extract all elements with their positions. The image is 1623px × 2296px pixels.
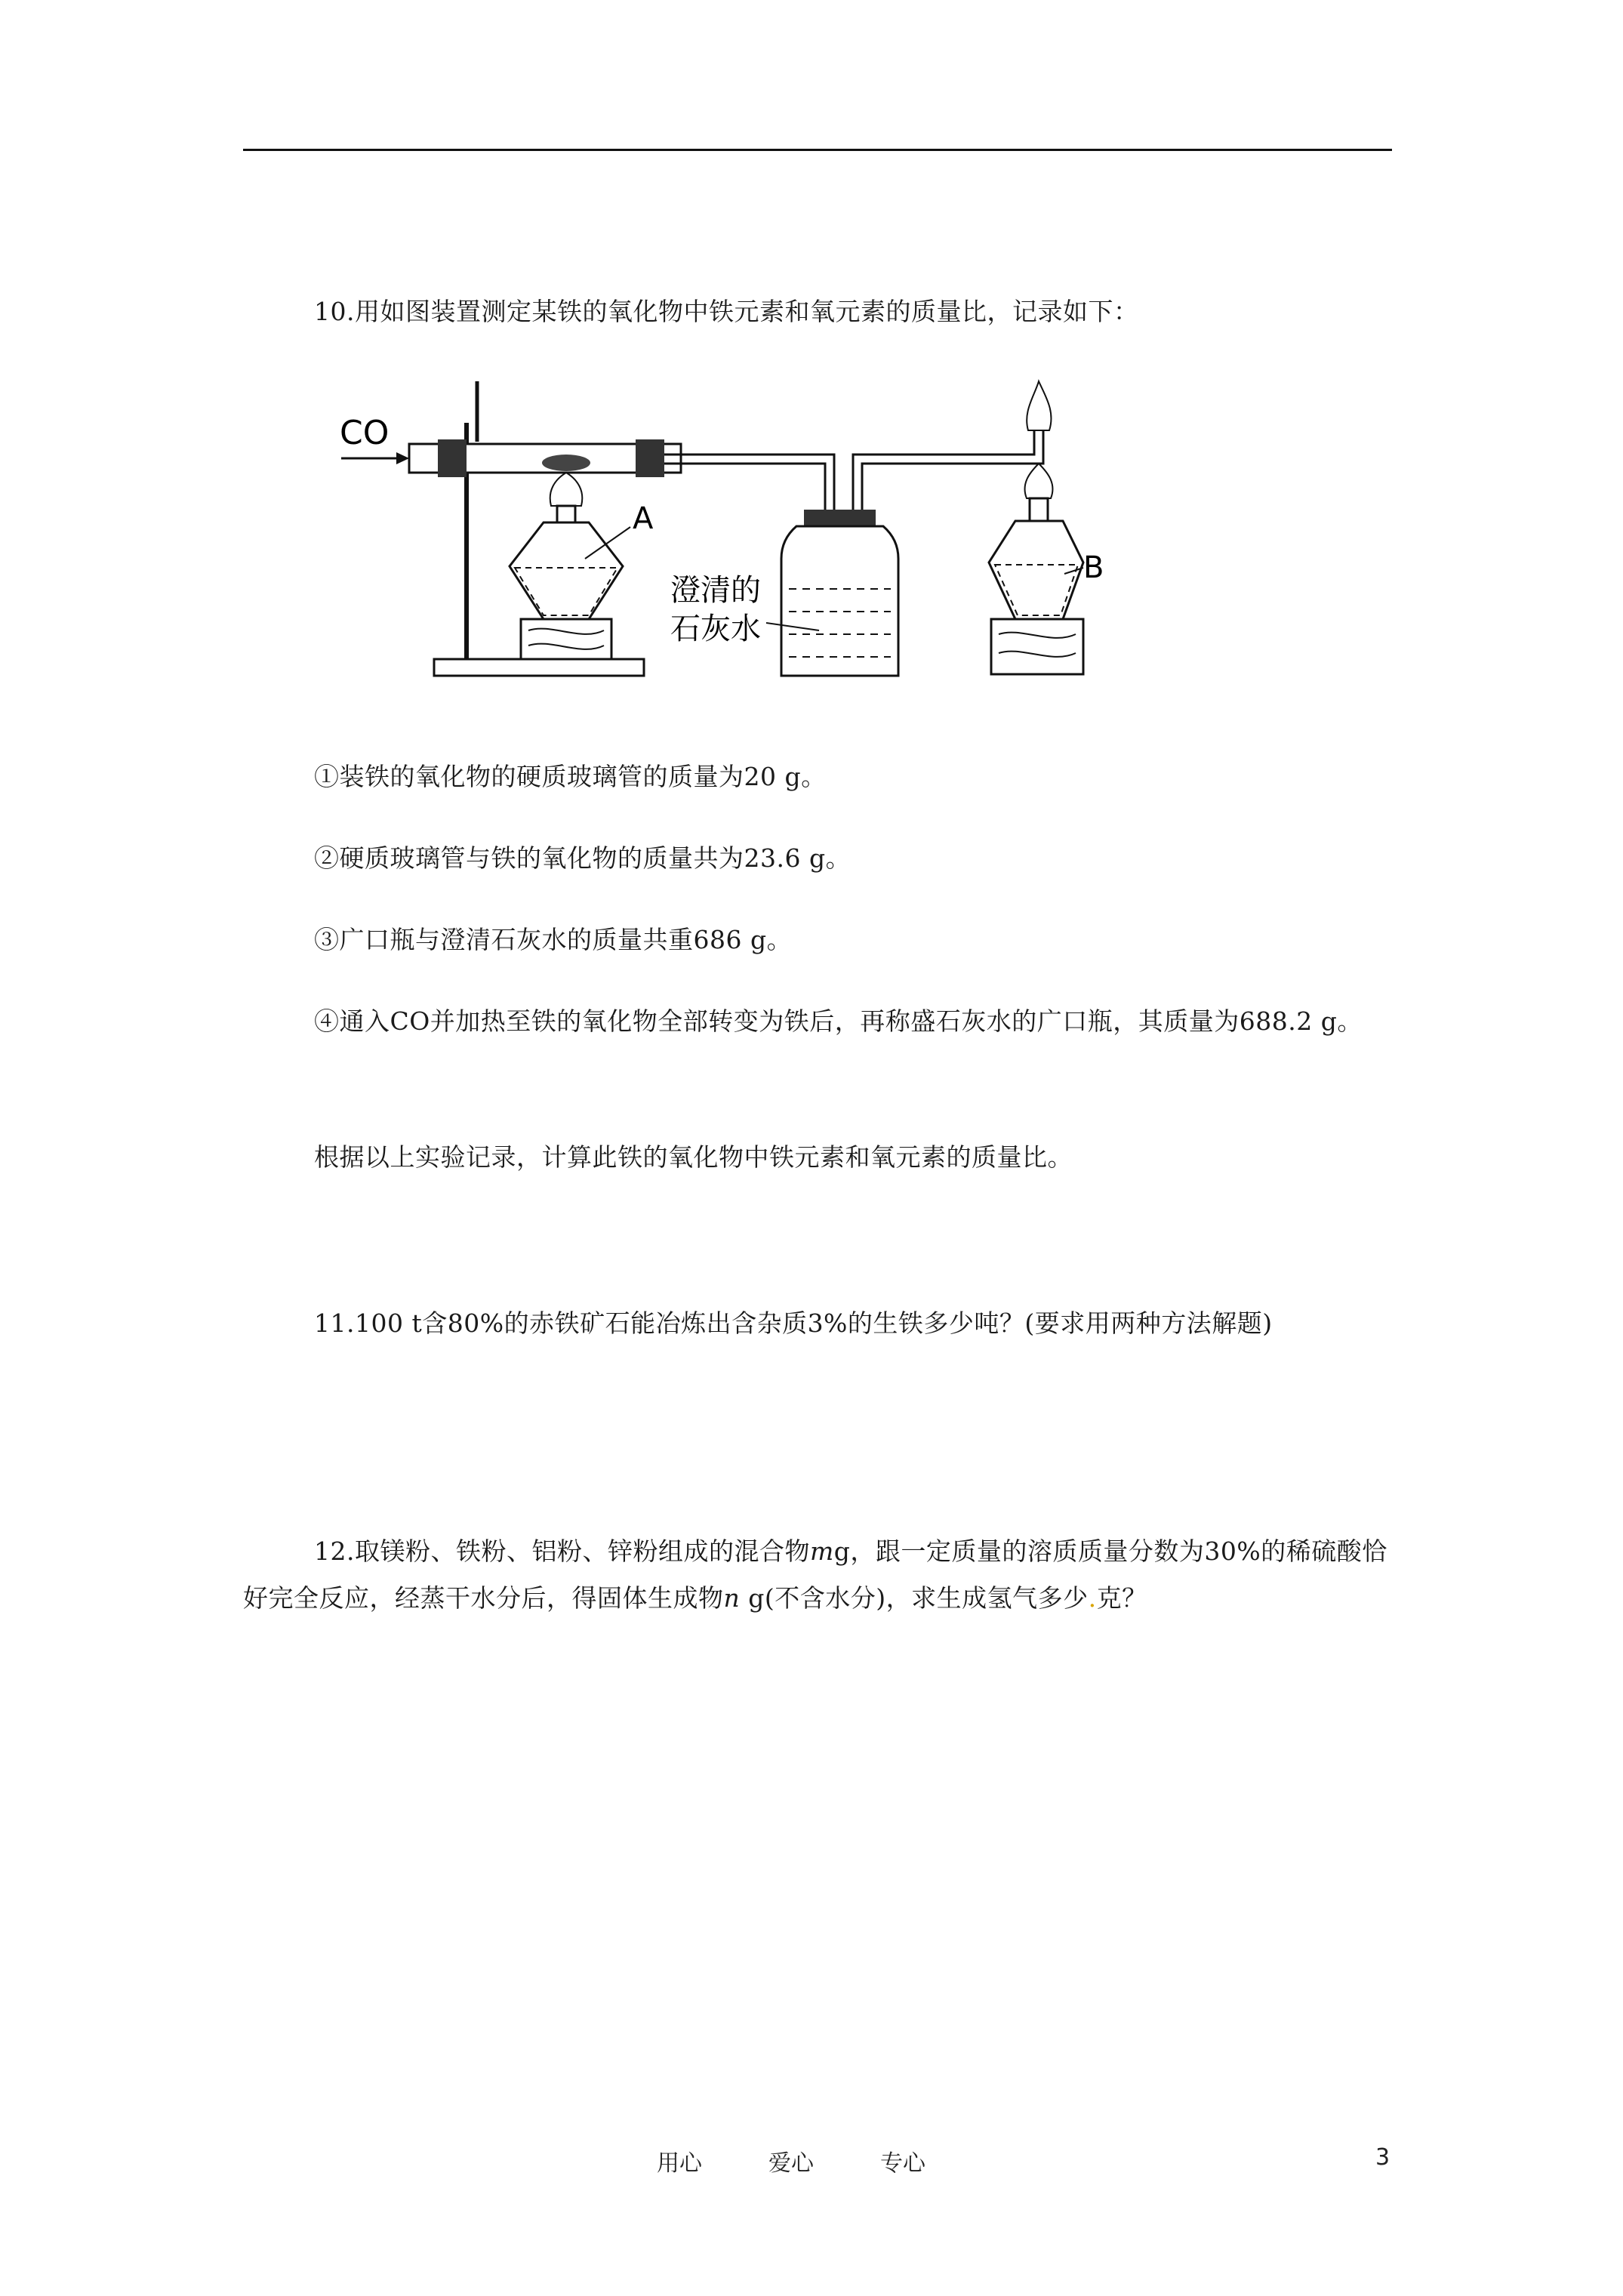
q10-intro: 10.用如图装置测定某铁的氧化物中铁元素和氧元素的质量比，记录如下： <box>314 297 1139 326</box>
bottle-label-line1: 澄清的 <box>670 573 761 608</box>
q10-question: 根据以上实验记录，计算此铁的氧化物中铁元素和氧元素的质量比。 <box>314 1142 1073 1172</box>
experiment-apparatus-figure <box>325 370 1104 695</box>
q12-part3: g(不含水分)，求生成氢气多少 <box>748 1583 1089 1613</box>
bottle-label-line2: 石灰水 <box>670 612 761 646</box>
stand-base <box>434 659 644 676</box>
footer-item-3: 专心 <box>880 2150 925 2177</box>
header-rule <box>243 149 1392 151</box>
iron-oxide-powder <box>542 455 590 471</box>
label-a: A <box>633 501 654 536</box>
q12-dot-mark: . <box>1088 1583 1097 1613</box>
q10-item4: ④通入CO并加热至铁的氧化物全部转变为铁后，再称盛石灰水的广口瓶，其质量为688.2 g。 <box>314 1006 1363 1036</box>
q12-part4: 克？ <box>1096 1583 1147 1613</box>
q12-text <box>243 1528 1392 1622</box>
q11-text: 11.100 t含80%的赤铁矿石能冶炼出含杂质3%的生铁多少吨？(要求用两种方法解题) <box>314 1308 1273 1338</box>
q10-item2: ②硬质玻璃管与铁的氧化物的质量共为23.6 g。 <box>314 843 852 873</box>
flame-a <box>550 473 583 506</box>
q12-var-m: m <box>809 1536 834 1566</box>
lamp-b-neck <box>1030 498 1048 521</box>
outlet-flame <box>1027 381 1051 430</box>
q12-part1: 12.取镁粉、铁粉、铝粉、锌粉组成的混合物 <box>314 1536 810 1566</box>
q12-var-n: n <box>723 1583 741 1613</box>
flame-b <box>1025 464 1053 498</box>
outlet-tube <box>853 430 1034 510</box>
co-arrow-head <box>396 452 409 464</box>
q10-item1: ①装铁的氧化物的硬质玻璃管的质量为20 g。 <box>314 762 827 791</box>
lamp-b-block <box>991 619 1083 674</box>
left-stopper <box>438 439 467 477</box>
lamp-a-block <box>521 619 611 659</box>
co-label: CO <box>340 414 390 452</box>
bottle-stopper <box>804 510 876 526</box>
label-b: B <box>1083 550 1104 585</box>
footer-item-2: 爱心 <box>768 2150 814 2177</box>
page-number: 3 <box>1375 2144 1390 2171</box>
q10-item3: ③广口瓶与澄清石灰水的质量共重686 g。 <box>314 925 793 954</box>
footer-item-1: 用心 <box>657 2150 702 2177</box>
right-stopper <box>636 439 664 477</box>
wide-mouth-bottle <box>781 526 898 676</box>
lamp-b-body <box>989 521 1083 619</box>
q12-part2: g，跟一定质量的溶质质量分数为30%的稀硫酸恰好完全反应，经蒸干水分后，得固体生成物 <box>243 1536 1387 1613</box>
outlet-tube-inner <box>862 430 1043 510</box>
lamp-a-neck <box>557 506 575 522</box>
lamp-a-body <box>510 522 623 619</box>
